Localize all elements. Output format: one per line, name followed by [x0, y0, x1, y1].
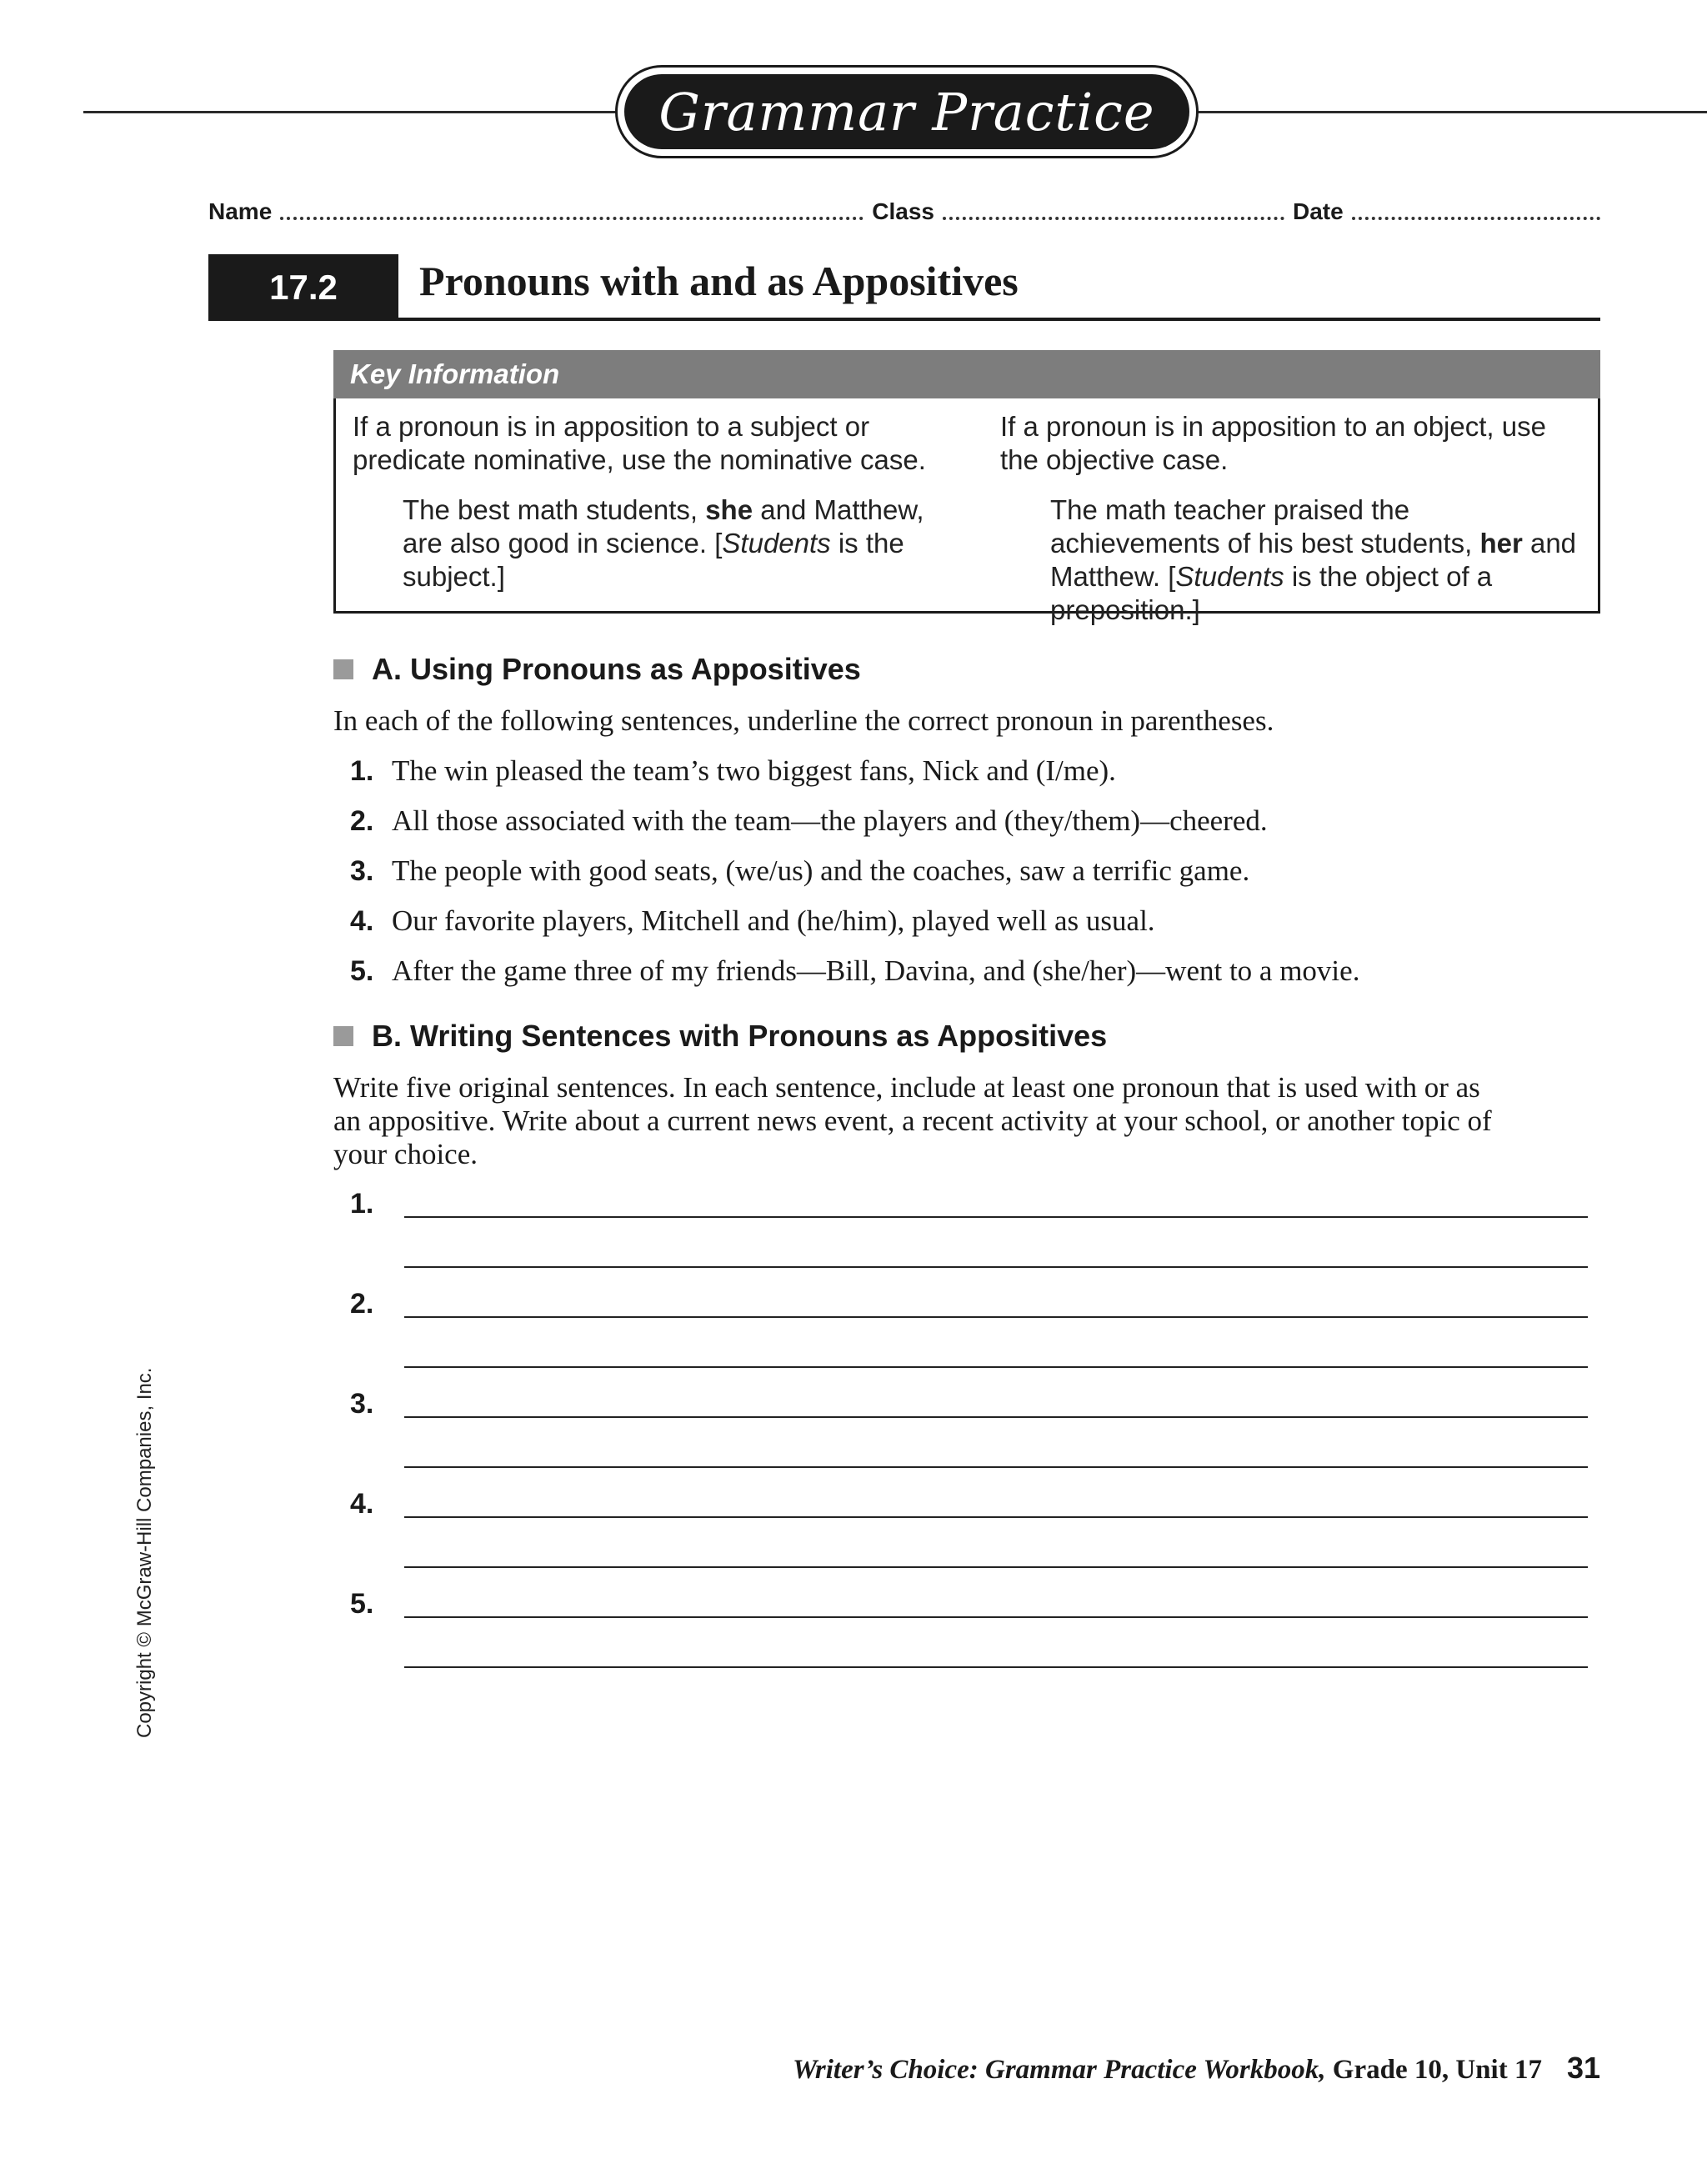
copyright-notice: Copyright © McGraw-Hill Companies, Inc.: [133, 1367, 156, 1738]
example-text: The best math students,: [403, 494, 706, 525]
example-italic: Students: [1175, 561, 1284, 592]
item-text[interactable]: After the game three of my friends—Bill, Davina, and (she/her)—went to a movie.: [392, 954, 1360, 987]
key-info-right-rule: If a pronoun is in apposition to an object, use the objective case.: [1000, 411, 1546, 475]
part-b-heading: [333, 1019, 1107, 1054]
list-item: [350, 854, 1249, 888]
writing-number: 4.: [350, 1488, 374, 1520]
part-a-instruction: In each of the following sentences, underline the correct pronoun in parentheses.: [333, 704, 1274, 737]
item-number: 2.: [350, 805, 374, 837]
writing-line[interactable]: [404, 1616, 1588, 1618]
class-label: Class: [872, 198, 934, 224]
header-banner: [615, 65, 1199, 158]
item-number: 5.: [350, 955, 374, 987]
name-class-date-row: [208, 192, 1600, 225]
date-label: Date: [1292, 198, 1344, 224]
writing-line[interactable]: [404, 1266, 1588, 1268]
writing-number: 5.: [350, 1588, 374, 1620]
list-item: [350, 804, 1268, 838]
part-a-heading: [333, 652, 861, 687]
example-bold: she: [705, 494, 753, 525]
writing-line[interactable]: [404, 1566, 1588, 1568]
list-item: [350, 954, 1359, 988]
example-text: is the object of a preposition.]: [1050, 561, 1493, 625]
writing-line[interactable]: [404, 1366, 1588, 1368]
class-field[interactable]: [943, 217, 1284, 220]
item-number: 3.: [350, 855, 374, 887]
item-text[interactable]: The people with good seats, (we/us) and the coaches, saw a terrific game.: [392, 854, 1250, 887]
key-info-left-rule: If a pronoun is in apposition to a subject or predicate nominative, use the nominative case.: [353, 411, 926, 475]
part-a-heading-text: A. Using Pronouns as Appositives: [372, 652, 861, 686]
header-banner-inner: [624, 74, 1189, 149]
section-number: 17.2: [208, 254, 398, 321]
key-info-heading: Key Information: [333, 350, 1600, 398]
key-info-right-example: [1000, 493, 1584, 627]
key-info-left: [353, 410, 953, 594]
header-rule-right: [1197, 111, 1707, 113]
page-number: 31: [1566, 2051, 1600, 2085]
key-info-left-example: [353, 493, 953, 594]
writing-line[interactable]: [404, 1666, 1588, 1668]
list-item: [350, 904, 1155, 938]
writing-number: 1.: [350, 1188, 374, 1220]
page-footer: [792, 2051, 1600, 2086]
writing-number: 2.: [350, 1288, 374, 1320]
writing-line[interactable]: [404, 1466, 1588, 1468]
item-text[interactable]: The win pleased the team’s two biggest fans, Nick and (I/me).: [392, 754, 1116, 787]
part-b-heading-text: B. Writing Sentences with Pronouns as Appositives: [372, 1019, 1108, 1053]
key-info-right: [1000, 410, 1584, 627]
list-item: [350, 754, 1116, 788]
square-bullet-icon: [333, 659, 353, 679]
item-text[interactable]: Our favorite players, Mitchell and (he/him), played well as usual.: [392, 904, 1155, 937]
part-b-instruction: Write five original sentences. In each sentence, include at least one pronoun that is used with or as an appositive. Write about a current news event, a recent activity at your school, or another topic of your choice.: [333, 1071, 1492, 1170]
name-label: Name: [208, 198, 273, 224]
writing-number: 3.: [350, 1388, 374, 1420]
page-title: Grammar Practice: [658, 81, 1155, 143]
writing-line[interactable]: [404, 1416, 1588, 1418]
date-field[interactable]: [1352, 217, 1600, 220]
footer-grade-unit: Grade 10, Unit 17: [1325, 2055, 1542, 2085]
square-bullet-icon: [333, 1026, 353, 1046]
key-info-box: [333, 398, 1600, 625]
example-text: and Matthew, are also good in science. [: [403, 494, 924, 559]
section-rule: [398, 318, 1600, 321]
writing-line[interactable]: [404, 1216, 1588, 1218]
section-title: Pronouns with and as Appositives: [419, 258, 1019, 304]
footer-book-title: Writer’s Choice: Grammar Practice Workbook,: [793, 2055, 1326, 2085]
header-rule-left: [83, 111, 617, 113]
item-number: 1.: [350, 755, 374, 787]
example-bold: her: [1479, 528, 1523, 559]
example-italic: Students: [722, 528, 831, 559]
item-text[interactable]: All those associated with the team—the players and (they/them)—cheered.: [392, 804, 1268, 837]
writing-line[interactable]: [404, 1516, 1588, 1518]
example-text: and Matthew. [: [1050, 528, 1577, 592]
name-field[interactable]: [280, 217, 864, 220]
example-text: The math teacher praised the achievements of his best students,: [1050, 494, 1480, 559]
writing-line[interactable]: [404, 1316, 1588, 1318]
example-text: is the subject.]: [403, 528, 904, 592]
item-number: 4.: [350, 905, 374, 937]
